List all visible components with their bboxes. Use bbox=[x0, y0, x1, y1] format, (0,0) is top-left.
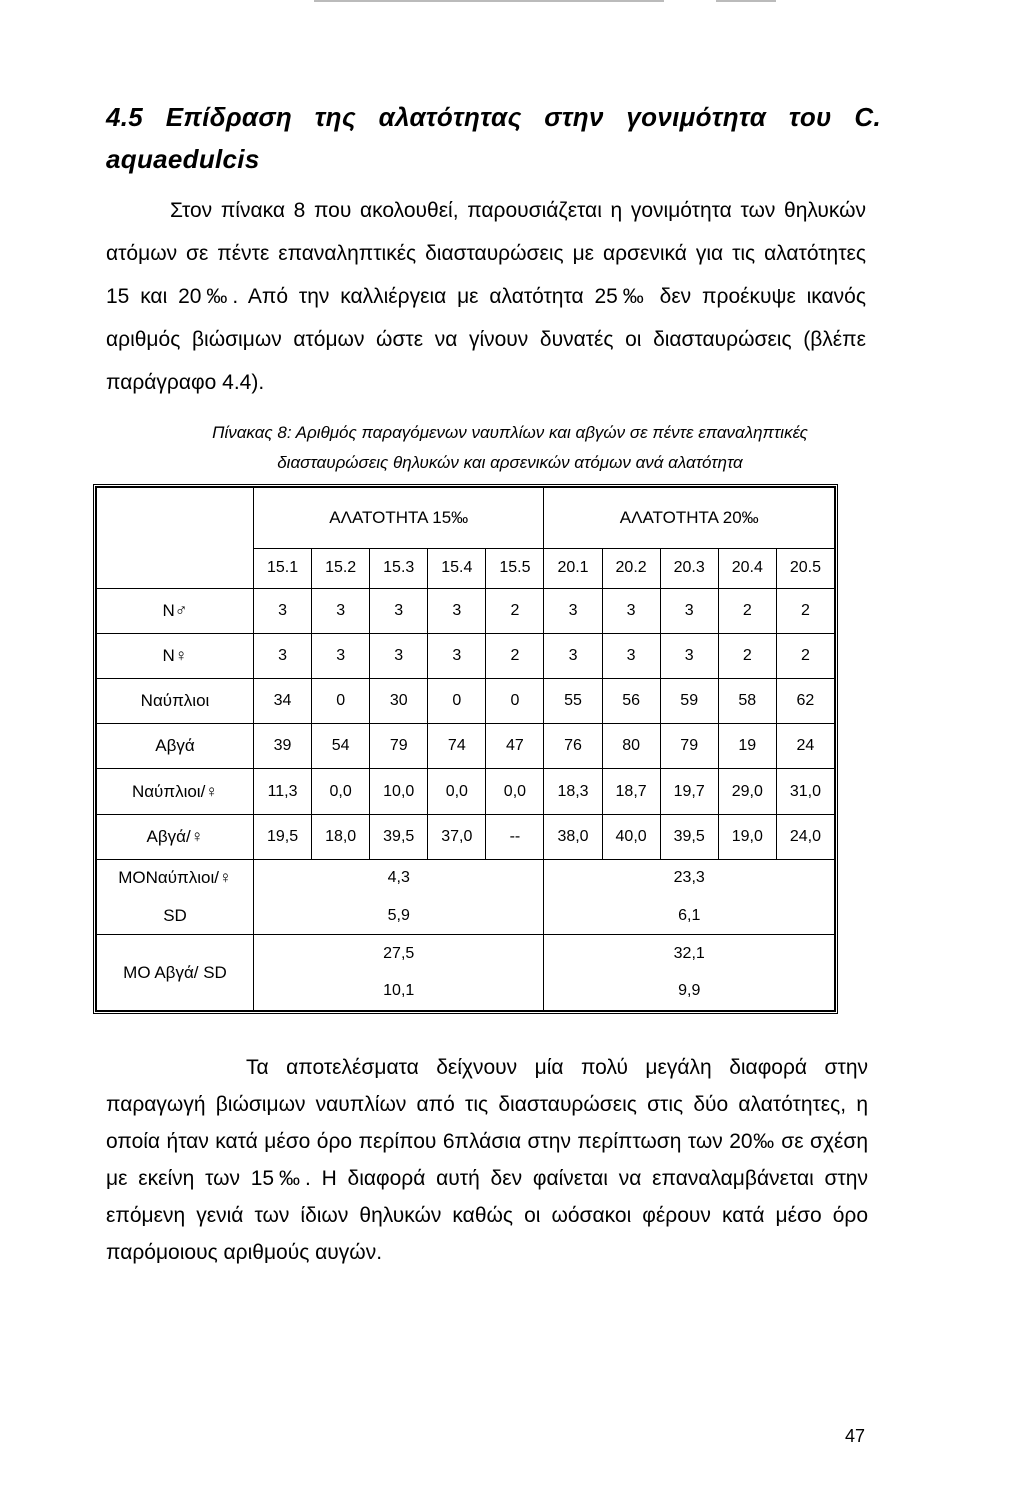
table-cell: 3 bbox=[370, 633, 428, 678]
row-label: Ναύπλιοι/♀ bbox=[97, 769, 254, 814]
table-cell: 2 bbox=[718, 633, 776, 678]
table-cell: 55 bbox=[544, 679, 602, 724]
table-cell: 10,0 bbox=[370, 769, 428, 814]
table-cell: 19 bbox=[718, 724, 776, 769]
table-cell: 56 bbox=[602, 679, 660, 724]
summary-label: ΜΟΝαύπλιοι/♀ SD bbox=[97, 859, 254, 935]
summary-cell-15: 27,5 10,1 bbox=[254, 935, 544, 1011]
table-cell: 37,0 bbox=[428, 814, 486, 859]
column-header: 20.4 bbox=[718, 548, 776, 588]
table-cell: 62 bbox=[776, 679, 834, 724]
table-cell: 47 bbox=[486, 724, 544, 769]
table-cell: 3 bbox=[544, 633, 602, 678]
table-cell: 31,0 bbox=[776, 769, 834, 814]
table-row bbox=[97, 633, 835, 678]
table-cell: 3 bbox=[428, 588, 486, 633]
heading-word: στην bbox=[544, 102, 604, 132]
table-row bbox=[97, 814, 835, 859]
table-cell: 2 bbox=[718, 588, 776, 633]
column-header: 15.1 bbox=[254, 548, 312, 588]
row-label: Ναύπλιοι bbox=[97, 679, 254, 724]
section-heading bbox=[106, 96, 881, 180]
group-header-20: ΑΛΑΤΟΤΗΤΑ 20‰ bbox=[544, 488, 835, 549]
table-cell: 79 bbox=[370, 724, 428, 769]
table-caption: Πίνακας 8: Αριθμός παραγόμενων ναυπλίων και αβγών σε πέντε επαναληπτικές διασταυρώσεις θηλυκών και αρσενικών ατόμων ανά αλατότητα bbox=[212, 423, 808, 472]
column-header: 20.2 bbox=[602, 548, 660, 588]
top-rule bbox=[314, 0, 664, 2]
heading-species: aquaedulcis bbox=[106, 144, 260, 174]
table-cell: 38,0 bbox=[544, 814, 602, 859]
table-cell: 3 bbox=[602, 588, 660, 633]
table-cell: 18,0 bbox=[312, 814, 370, 859]
table-cell: 2 bbox=[776, 588, 834, 633]
table-cell: 2 bbox=[776, 633, 834, 678]
table-cell: 74 bbox=[428, 724, 486, 769]
table-cell: 3 bbox=[544, 588, 602, 633]
row-label: Αβγά/♀ bbox=[97, 814, 254, 859]
top-rule bbox=[716, 0, 776, 2]
data-table bbox=[93, 484, 838, 1014]
heading-word: 4.5 bbox=[106, 102, 144, 132]
table-cell: 19,7 bbox=[660, 769, 718, 814]
table-cell: 54 bbox=[312, 724, 370, 769]
page-number: 47 bbox=[845, 1426, 866, 1446]
table-cell: 24,0 bbox=[776, 814, 834, 859]
summary-cell-20: 32,1 9,9 bbox=[544, 935, 835, 1011]
table-row bbox=[97, 769, 835, 814]
table-cell: 3 bbox=[312, 633, 370, 678]
table-cell: 29,0 bbox=[718, 769, 776, 814]
table-cell: -- bbox=[486, 814, 544, 859]
table-row bbox=[97, 679, 835, 724]
heading-word: Επίδραση bbox=[165, 102, 293, 132]
table-cell: 59 bbox=[660, 679, 718, 724]
column-header: 15.4 bbox=[428, 548, 486, 588]
table-cell: 3 bbox=[254, 588, 312, 633]
table-cell: 3 bbox=[370, 588, 428, 633]
table-cell: 3 bbox=[428, 633, 486, 678]
table-cell: 34 bbox=[254, 679, 312, 724]
heading-word: C. bbox=[854, 102, 881, 132]
table-cell: 0,0 bbox=[428, 769, 486, 814]
table-cell: 76 bbox=[544, 724, 602, 769]
row-label: N♂ bbox=[97, 588, 254, 633]
table-cell: 39 bbox=[254, 724, 312, 769]
table-cell: 0,0 bbox=[486, 769, 544, 814]
heading-word: αλατότητας bbox=[378, 102, 522, 132]
table-cell: 19,5 bbox=[254, 814, 312, 859]
heading-word: του bbox=[788, 102, 832, 132]
table-cell: 18,7 bbox=[602, 769, 660, 814]
table-cell: 0,0 bbox=[312, 769, 370, 814]
heading-word: της bbox=[314, 102, 356, 132]
summary-row bbox=[97, 935, 835, 1011]
table-cell: 3 bbox=[660, 633, 718, 678]
table-corner-cell bbox=[97, 488, 254, 589]
summary-row bbox=[97, 859, 835, 935]
table-cell: 0 bbox=[312, 679, 370, 724]
table-cell: 19,0 bbox=[718, 814, 776, 859]
intro-paragraph: Στον πίνακα 8 που ακολουθεί, παρουσιάζεται η γονιμότητα των θηλυκών ατόμων σε πέντε επαναληπτικές διασταυρώσεις με αρσενικά για τις αλατότητες 15 και 20‰. Από την καλλιέργεια με αλατότητα 25‰ δεν προέκυψε ικανός αριθμός βιώσιμων ατόμων ώστε να γίνουν δυνατές οι διασταυρώσεις (βλέπε παράγραφο 4.4). bbox=[106, 199, 866, 394]
table-cell: 24 bbox=[776, 724, 834, 769]
table-cell: 3 bbox=[254, 633, 312, 678]
table-cell: 79 bbox=[660, 724, 718, 769]
table-cell: 39,5 bbox=[660, 814, 718, 859]
table-cell: 0 bbox=[486, 679, 544, 724]
conclusion-paragraph: Τα αποτελέσματα δείχνουν μία πολύ μεγάλη διαφορά στην παραγωγή βιώσιμων ναυπλίων από τις διασταυρώσεις στις δύο αλατότητες, η οποία ήταν κατά μέσο όρο περίπου 6πλάσια στην περίπτωση των 20‰ σε σχέση με εκείνη των 15‰. Η διαφορά αυτή δεν φαίνεται να επαναλαμβάνεται στην επόμενη γενιά των ίδιων θηλυκών καθώς οι ωόσακοι φέρουν κατά μέσο όρο παρόμοιους αριθμούς αυγών. bbox=[106, 1056, 868, 1264]
table-cell: 2 bbox=[486, 588, 544, 633]
table-cell: 2 bbox=[486, 633, 544, 678]
column-header: 15.5 bbox=[486, 548, 544, 588]
table-cell: 3 bbox=[660, 588, 718, 633]
column-header: 20.3 bbox=[660, 548, 718, 588]
summary-label: ΜΟ Αβγά/ SD bbox=[97, 935, 254, 1011]
row-label: N♀ bbox=[97, 633, 254, 678]
group-header-15: ΑΛΑΤΟΤΗΤΑ 15‰ bbox=[254, 488, 544, 549]
table-cell: 3 bbox=[312, 588, 370, 633]
table-cell: 40,0 bbox=[602, 814, 660, 859]
table-row bbox=[97, 588, 835, 633]
summary-cell-20: 23,3 6,1 bbox=[544, 859, 835, 935]
table-cell: 3 bbox=[602, 633, 660, 678]
table-cell: 80 bbox=[602, 724, 660, 769]
column-header: 15.2 bbox=[312, 548, 370, 588]
table-row bbox=[97, 724, 835, 769]
heading-word: γονιμότητα bbox=[626, 102, 767, 132]
table-cell: 58 bbox=[718, 679, 776, 724]
row-label: Αβγά bbox=[97, 724, 254, 769]
table-cell: 11,3 bbox=[254, 769, 312, 814]
table-cell: 18,3 bbox=[544, 769, 602, 814]
table-cell: 39,5 bbox=[370, 814, 428, 859]
table-cell: 0 bbox=[428, 679, 486, 724]
column-header: 15.3 bbox=[370, 548, 428, 588]
table-cell: 30 bbox=[370, 679, 428, 724]
column-header: 20.5 bbox=[776, 548, 834, 588]
summary-cell-15: 4,3 5,9 bbox=[254, 859, 544, 935]
column-header: 20.1 bbox=[544, 548, 602, 588]
